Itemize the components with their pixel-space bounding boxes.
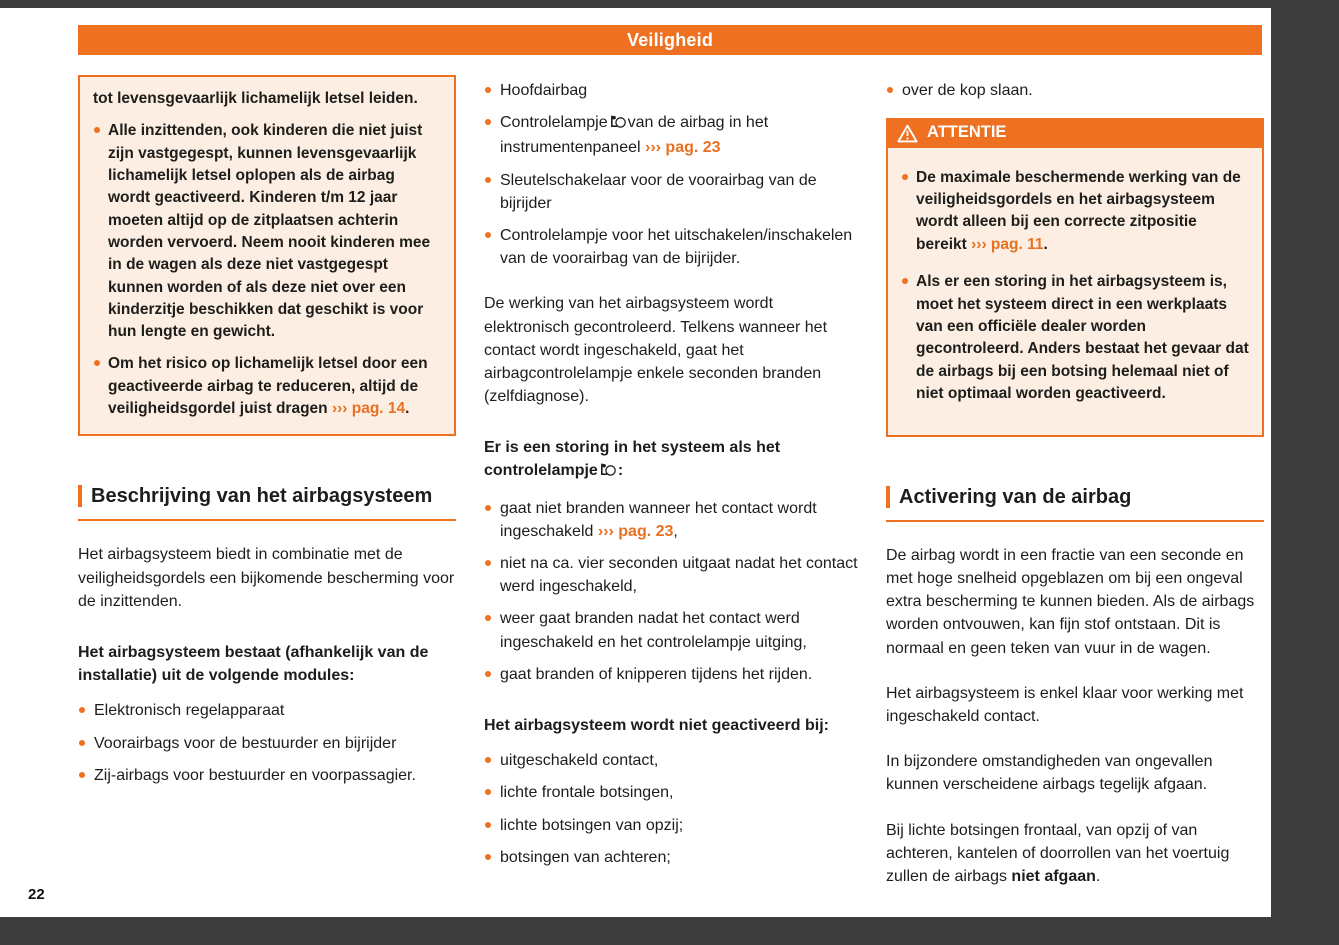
paragraph-activering-3: In bijzondere omstandigheden van ongevallen kunnen verscheidene airbags tegelijk afgaan. (886, 753, 1213, 794)
list-item-text: Voorairbags voor de bestuurder en bijrijder (94, 734, 397, 752)
warning-lead-text: tot levensgevaarlijk lichamelijk letsel leiden. (93, 90, 418, 107)
modules-list (78, 699, 456, 787)
list-item-text: botsingen van achteren; (500, 848, 671, 866)
bullet-icon (485, 119, 491, 125)
bullet-icon (79, 707, 85, 713)
column-middle (484, 70, 862, 869)
paragraph-activering-1: De airbag wordt in een fractie van een seconde en met hoge snelheid opgeblazen om bij een ongeval extra bescherming te kunnen bieden. Als de airbags worden ontvouwen, kan fijn stof ontstaan. Dit is normaal en geen teken van vuur in de wagen. (886, 546, 1255, 657)
list-item-text: weer gaat branden nadat het contact werd ingeschakeld en het controlelampje uitging, (500, 610, 807, 651)
bullet-icon (902, 278, 908, 284)
list-item-text: Controlelampje voor het uitschakelen/inschakelen van de voorairbag van de bijrijder. (500, 226, 853, 268)
bullet-icon (94, 360, 100, 366)
bullet-icon (485, 560, 491, 566)
manual-page (0, 8, 1271, 917)
list-item (484, 814, 862, 837)
heading-accent-bar (886, 486, 890, 508)
storing-list (484, 497, 862, 686)
attention-item (901, 271, 1249, 405)
list-item (484, 224, 862, 270)
lead-text-post: : (617, 462, 624, 480)
attention-item-text (916, 167, 1249, 256)
paragraph-activering-2: Het airbagsysteem is enkel klaar voor werking met ingeschakeld contact. (886, 684, 1244, 725)
attention-item-text: Als er een storing in het airbagsysteem is, moet het systeem direct in een werkplaats van een officiële dealer worden gecontroleerd. Anders bestaat het gevaar dat de airbags bij een botsing helemaal niet of niet optimaal worden geactiveerd. (916, 273, 1249, 402)
bullet-icon (485, 789, 491, 795)
column-right (886, 70, 1264, 888)
bullet-icon (485, 757, 491, 763)
list-item (484, 663, 862, 686)
section-heading-activering (886, 483, 1264, 522)
section-heading-beschrijving (78, 482, 456, 521)
list-item-text (500, 500, 817, 540)
paragraph-intro: Het airbagsysteem biedt in combinatie met de veiligheidsgordels een bijkomende bescherming voor de inzittenden. (78, 546, 455, 610)
list-item (484, 111, 862, 159)
list-item-text-mid: van de airbag in het instrumentenpaneel (500, 114, 769, 157)
bullet-icon (485, 615, 491, 621)
paragraph-werking: De werking van het airbagsysteem wordt elektronisch gecontroleerd. Telkens wanneer het contact wordt ingeschakeld, gaat het airbagcontrolelampje enkele seconden branden (zelfdiagnose). (484, 295, 828, 406)
niet-geactiveerd-list-continued (886, 79, 1264, 102)
bullet-icon (94, 127, 100, 133)
list-item (886, 79, 1264, 102)
warning-box (78, 75, 456, 436)
bullet-icon (485, 822, 491, 828)
list-item-text: Sleutelschakelaar voor de voorairbag van de bijrijder (500, 171, 817, 212)
lead-text: Er is een storing in het systeem als het controlelampje (484, 439, 781, 480)
airbag-indicator-icon (610, 113, 626, 136)
bullet-icon (485, 671, 491, 677)
paragraph-lead-niet-geactiveerd: Het airbagsysteem wordt niet geactiveerd bij: (484, 716, 829, 734)
paragraph-text-after: . (1095, 867, 1101, 885)
attention-title: ATTENTIE (927, 123, 1007, 142)
list-item (78, 699, 456, 722)
list-item (484, 169, 862, 215)
warning-item-text (108, 353, 441, 420)
bullet-icon (485, 177, 491, 183)
list-item-text: gaat branden of knipperen tijdens het rijden. (500, 665, 813, 683)
list-item-text-after: , (673, 522, 678, 540)
heading-accent-bar (78, 485, 82, 507)
warning-text: Alle inzittenden, ook kinderen die niet juist zijn vastgegespt, kunnen levensgevaarlijk lichamelijk letsel oplopen als de airbag wordt geactiveerd. Kinderen t/m 12 jaar moeten altijd op de zitplaatsen achterin worden vervoerd. Neem nooit kinderen mee in de wagen als deze niet vastgegespt kunnen worden of als deze niet over een kinderzitje beschikken dat geschikt is voor hun lengte en gewicht. (108, 122, 431, 341)
niet-geactiveerd-list (484, 749, 862, 869)
paragraph-lead-storing (484, 436, 862, 484)
page-header-bar (78, 25, 1262, 55)
attention-text: De maximale beschermende werking van de veiligheidsgordels en het airbagsysteem wordt alleen bij een correcte zitpositie bereikt (916, 168, 1241, 253)
list-item-text (500, 114, 768, 156)
bullet-icon (902, 174, 908, 180)
list-item (484, 497, 862, 543)
page-ref-link-pag14[interactable]: ››› pag. 14 (331, 400, 406, 418)
list-item (78, 764, 456, 787)
attention-text-after: . (1043, 235, 1048, 253)
list-item (484, 79, 862, 102)
bullet-icon (79, 740, 85, 746)
section-title: Beschrijving van het airbagsysteem (91, 485, 433, 508)
attention-header (886, 118, 1264, 148)
paragraph-lead-modules: Het airbagsysteem bestaat (afhankelijk van de installatie) uit de volgende modules: (78, 643, 429, 685)
list-item (484, 607, 862, 653)
list-item-text: niet na ca. vier seconden uitgaat nadat het contact werd ingeschakeld, (500, 555, 858, 596)
warning-item (93, 120, 441, 343)
column-left (78, 70, 456, 787)
warning-item-text (108, 120, 441, 343)
bullet-icon (485, 232, 491, 238)
list-item-text: uitgeschakeld contact, (500, 752, 659, 770)
bullet-icon (79, 772, 85, 778)
list-item-text: Elektronisch regelapparaat (94, 702, 285, 720)
page-ref-link-pag23b[interactable]: ››› pag. 23 (597, 522, 674, 540)
list-item-text-pre: Controlelampje (500, 114, 608, 132)
list-item (484, 846, 862, 869)
list-item-text: lichte frontale botsingen, (500, 784, 674, 802)
list-item-text: lichte botsingen van opzij; (500, 816, 684, 834)
section-title: Activering van de airbag (899, 485, 1132, 508)
attention-box (886, 118, 1264, 437)
list-item (484, 552, 862, 598)
attention-body (886, 148, 1264, 437)
page-ref-link-pag23[interactable]: ››› pag. 23 (644, 139, 721, 157)
attention-item (901, 167, 1249, 256)
bullet-icon (485, 505, 491, 511)
bullet-icon (887, 87, 893, 93)
list-item-text: Zij-airbags voor bestuurder en voorpassagier. (94, 766, 416, 784)
page-header-title: Veiligheid (626, 29, 714, 50)
list-item (484, 781, 862, 804)
warning-text: Om het risico op lichamelijk letsel door een geactiveerde airbag te reduceren, altijd de veiligheidsgordel juist dragen (108, 355, 428, 418)
page-number: 22 (28, 886, 45, 903)
list-item-text-pre: gaat niet branden wanneer het contact wordt ingeschakeld (500, 499, 817, 540)
airbag-indicator-icon (600, 461, 616, 484)
list-item (78, 732, 456, 755)
modules-list-continued (484, 79, 862, 270)
list-item-text: over de kop slaan. (902, 82, 1033, 99)
paragraph-activering-4 (886, 819, 1264, 889)
list-item (484, 749, 862, 772)
bullet-icon (485, 854, 491, 860)
warning-text-after: . (405, 400, 410, 418)
paragraph-text-bold: niet afgaan (1011, 867, 1096, 885)
page-ref-link-pag11[interactable]: ››› pag. 11 (971, 235, 1044, 253)
warning-triangle-icon (897, 124, 918, 143)
warning-item (93, 353, 441, 420)
list-item-text: Hoofdairbag (500, 82, 588, 99)
paragraph-text: Bij lichte botsingen frontaal, van opzij of van achteren, kantelen of doorrollen van het voertuig zullen de airbags (886, 821, 1230, 885)
bullet-icon (485, 87, 491, 93)
